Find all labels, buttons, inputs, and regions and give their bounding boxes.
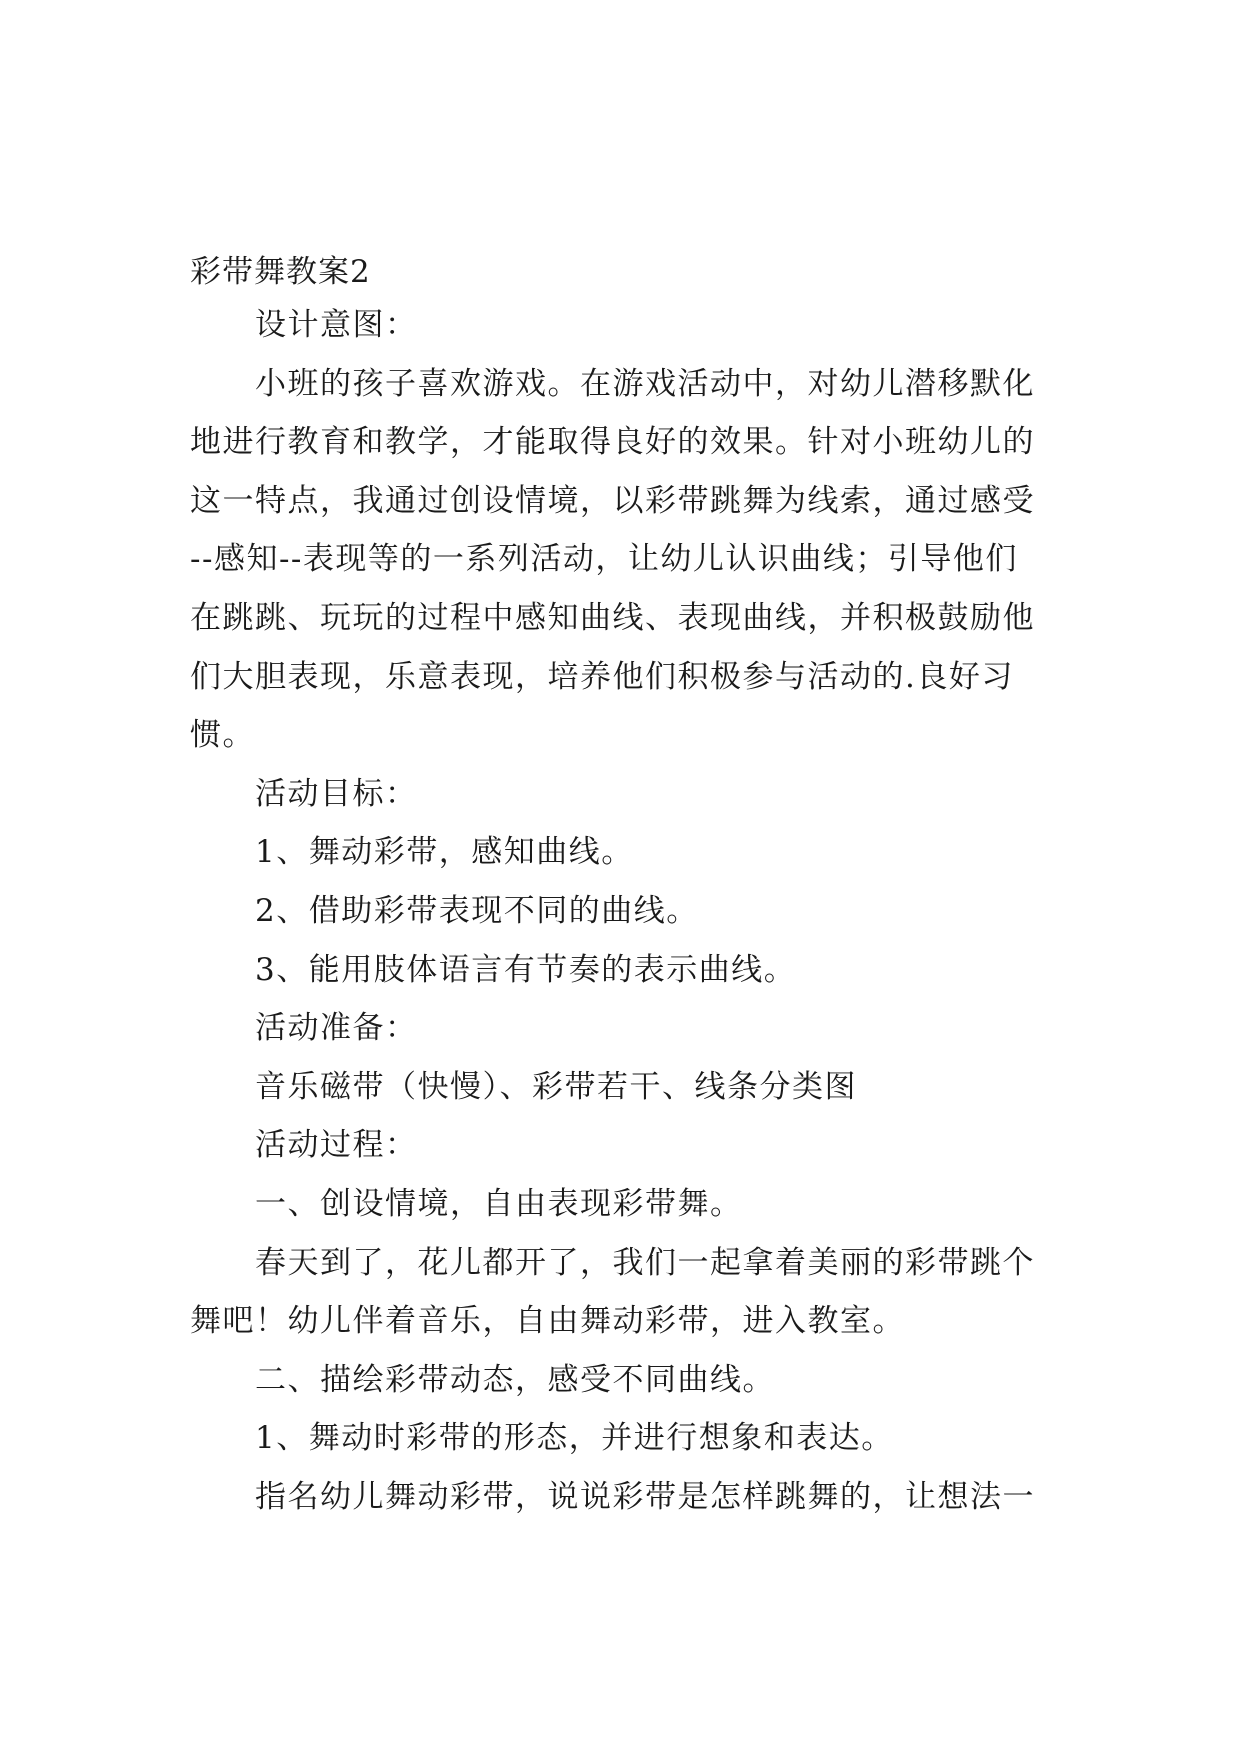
- paragraph-line: 二、描绘彩带动态，感受不同曲线。: [255, 1361, 775, 1398]
- paragraph-line: 3、能用肢体语言有节奏的表示曲线。: [255, 951, 797, 988]
- paragraph-line: 活动准备：: [255, 1010, 418, 1047]
- paragraph-line: 设计意图：: [255, 307, 418, 343]
- paragraph-line: 舞吧！幼儿伴着音乐，自由舞动彩带，进入教室。: [190, 1303, 905, 1340]
- paragraph-line: 活动目标：: [255, 775, 418, 812]
- document-title: 彩带舞教案2: [190, 254, 371, 290]
- paragraph-line: 1、舞动彩带，感知曲线。: [255, 834, 634, 871]
- paragraph-line: 们大胆表现，乐意表现，培养他们积极参与活动的.良好习: [190, 658, 1014, 695]
- paragraph-line: 在跳跳、玩玩的过程中感知曲线、表现曲线，并积极鼓励他: [190, 600, 1035, 636]
- paragraph-line: 一、创设情境，自由表现彩带舞。: [255, 1186, 743, 1222]
- paragraph-line: 1、舞动时彩带的形态，并进行想象和表达。: [255, 1420, 894, 1457]
- paragraph-line: 春天到了，花儿都开了，我们一起拿着美丽的彩带跳个: [255, 1244, 1035, 1281]
- paragraph-line: 惯。: [190, 717, 255, 754]
- paragraph-line: 地进行教育和教学，才能取得良好的效果。针对小班幼儿的: [190, 424, 1035, 461]
- paragraph-line: 音乐磁带（快慢）、彩带若干、线条分类图: [255, 1068, 857, 1105]
- paragraph-line: --感知--表现等的一系列活动，让幼儿认识曲线；引导他们: [190, 541, 1018, 578]
- paragraph-line: 指名幼儿舞动彩带，说说彩带是怎样跳舞的，让想法一: [255, 1479, 1035, 1515]
- paragraph-line: 活动过程：: [255, 1127, 418, 1164]
- paragraph-line: 小班的孩子喜欢游戏。在游戏活动中，对幼儿潜移默化: [255, 365, 1035, 402]
- paragraph-line: 2、借助彩带表现不同的曲线。: [255, 893, 699, 929]
- paragraph-line: 这一特点，我通过创设情境，以彩带跳舞为线索，通过感受: [190, 482, 1035, 519]
